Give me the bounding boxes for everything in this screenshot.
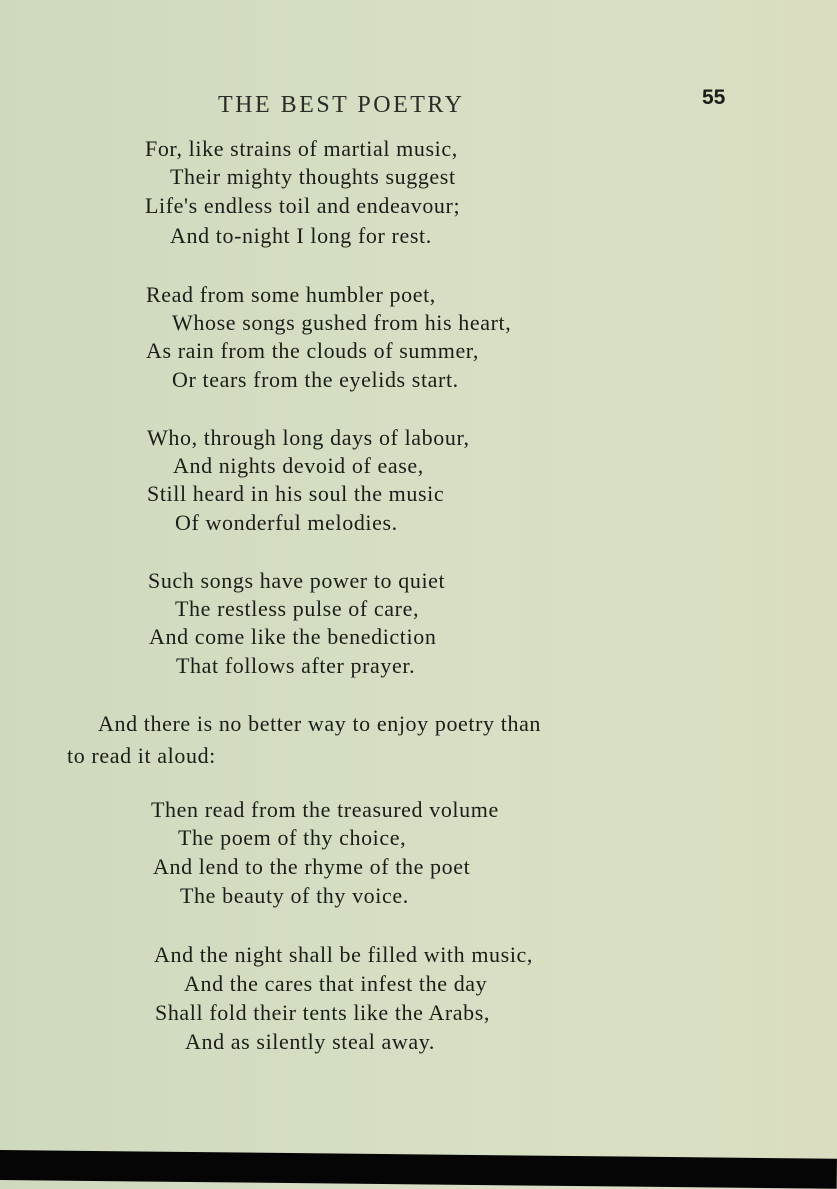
- verse-line: Life's endless toil and endeavour;: [145, 193, 461, 218]
- verse-line: As rain from the clouds of summer,: [146, 338, 479, 363]
- verse-line: For, like strains of martial music,: [145, 136, 458, 161]
- verse-line: The restless pulse of care,: [175, 596, 420, 621]
- verse-line: Still heard in his soul the music: [147, 481, 445, 506]
- verse-line: Then read from the treasured volume: [151, 797, 499, 822]
- page-number: 55: [702, 86, 726, 109]
- verse-line: The poem of thy choice,: [178, 825, 407, 850]
- verse-line: Who, through long days of labour,: [147, 425, 470, 450]
- verse-line: And the cares that infest the day: [184, 971, 488, 996]
- verse-line: Shall fold their tents like the Arabs,: [155, 1000, 491, 1025]
- verse-line: Or tears from the eyelids start.: [172, 367, 459, 392]
- verse-line: Their mighty thoughts suggest: [170, 164, 456, 189]
- verse-line: Of wonderful melodies.: [175, 510, 398, 535]
- prose-line: to read it aloud:: [67, 743, 216, 768]
- verse-line: Such songs have power to quiet: [148, 568, 446, 593]
- verse-line: And to-night I long for rest.: [170, 223, 432, 248]
- verse-line: And nights devoid of ease,: [173, 453, 424, 478]
- verse-line: And as silently steal away.: [185, 1029, 435, 1054]
- verse-line: That follows after prayer.: [176, 653, 416, 678]
- running-title: THE BEST POETRY: [218, 92, 465, 118]
- verse-line: Whose songs gushed from his heart,: [172, 310, 512, 335]
- verse-line: And the night shall be filled with music,: [154, 942, 533, 967]
- verse-line: The beauty of thy voice.: [180, 883, 409, 908]
- verse-line: Read from some humbler poet,: [146, 282, 436, 307]
- scan-border: [0, 1150, 837, 1189]
- verse-line: And lend to the rhyme of the poet: [153, 854, 471, 879]
- prose-line: And there is no better way to enjoy poetry than: [98, 711, 542, 736]
- verse-line: And come like the benediction: [149, 624, 437, 649]
